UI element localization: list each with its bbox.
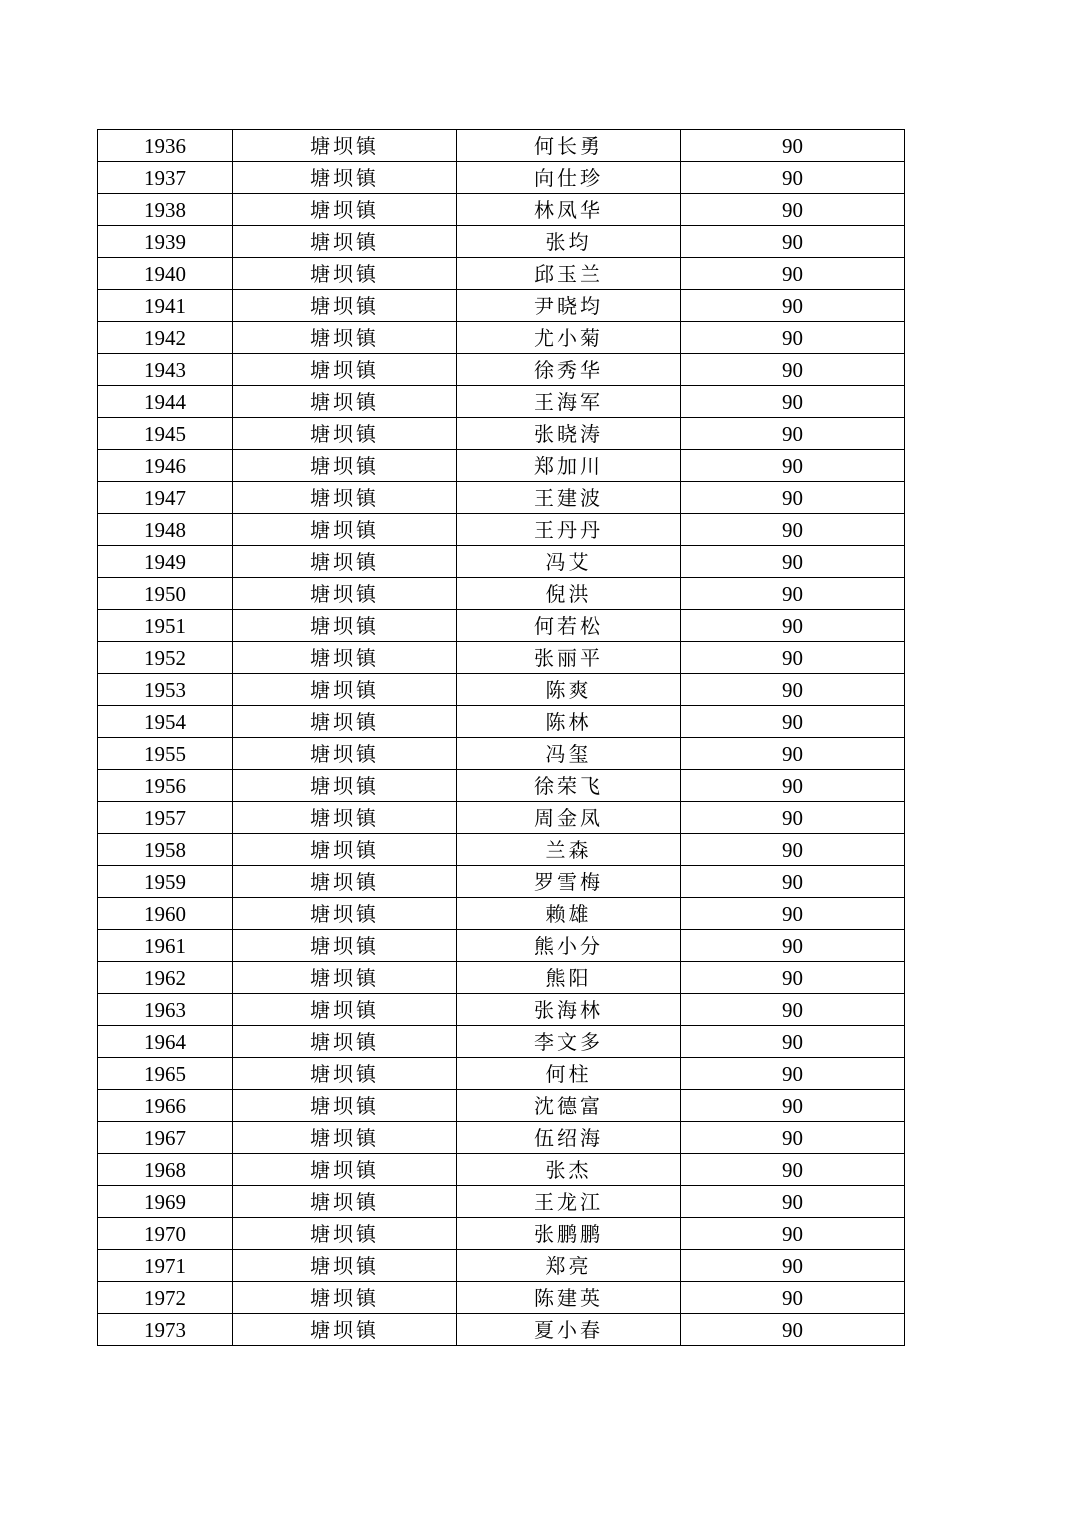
cell-amount: 90 (681, 770, 905, 802)
cell-amount: 90 (681, 610, 905, 642)
cell-town: 塘坝镇 (233, 1282, 457, 1314)
cell-id: 1957 (98, 802, 233, 834)
cell-name: 周金凤 (457, 802, 681, 834)
cell-town: 塘坝镇 (233, 1218, 457, 1250)
cell-id: 1967 (98, 1122, 233, 1154)
cell-amount: 90 (681, 994, 905, 1026)
table-row (98, 770, 905, 802)
cell-id: 1966 (98, 1090, 233, 1122)
table-row (98, 834, 905, 866)
cell-name: 王丹丹 (457, 514, 681, 546)
cell-name: 何柱 (457, 1058, 681, 1090)
cell-id: 1970 (98, 1218, 233, 1250)
cell-name: 沈德富 (457, 1090, 681, 1122)
cell-amount: 90 (681, 162, 905, 194)
cell-id: 1961 (98, 930, 233, 962)
cell-amount: 90 (681, 1154, 905, 1186)
cell-amount: 90 (681, 290, 905, 322)
cell-id: 1941 (98, 290, 233, 322)
cell-id: 1942 (98, 322, 233, 354)
table-row (98, 898, 905, 930)
cell-town: 塘坝镇 (233, 866, 457, 898)
cell-amount: 90 (681, 898, 905, 930)
cell-name: 陈林 (457, 706, 681, 738)
cell-id: 1959 (98, 866, 233, 898)
cell-town: 塘坝镇 (233, 546, 457, 578)
cell-amount: 90 (681, 1218, 905, 1250)
cell-id: 1937 (98, 162, 233, 194)
cell-town: 塘坝镇 (233, 1058, 457, 1090)
cell-amount: 90 (681, 418, 905, 450)
cell-id: 1940 (98, 258, 233, 290)
cell-id: 1944 (98, 386, 233, 418)
cell-amount: 90 (681, 1282, 905, 1314)
table-row (98, 258, 905, 290)
cell-amount: 90 (681, 1026, 905, 1058)
cell-name: 张杰 (457, 1154, 681, 1186)
cell-id: 1951 (98, 610, 233, 642)
cell-name: 兰森 (457, 834, 681, 866)
table-row (98, 930, 905, 962)
cell-amount: 90 (681, 578, 905, 610)
cell-name: 林凤华 (457, 194, 681, 226)
table-row (98, 866, 905, 898)
cell-town: 塘坝镇 (233, 834, 457, 866)
cell-amount: 90 (681, 674, 905, 706)
cell-amount: 90 (681, 450, 905, 482)
table-row (98, 1122, 905, 1154)
table-row (98, 194, 905, 226)
cell-name: 何若松 (457, 610, 681, 642)
cell-town: 塘坝镇 (233, 450, 457, 482)
table-row (98, 354, 905, 386)
table-row (98, 674, 905, 706)
cell-name: 罗雪梅 (457, 866, 681, 898)
cell-id: 1953 (98, 674, 233, 706)
cell-town: 塘坝镇 (233, 130, 457, 162)
cell-amount: 90 (681, 738, 905, 770)
cell-amount: 90 (681, 258, 905, 290)
cell-amount: 90 (681, 642, 905, 674)
table-row (98, 418, 905, 450)
cell-id: 1969 (98, 1186, 233, 1218)
cell-id: 1943 (98, 354, 233, 386)
cell-name: 熊小分 (457, 930, 681, 962)
cell-amount: 90 (681, 962, 905, 994)
cell-amount: 90 (681, 1314, 905, 1346)
cell-name: 郑加川 (457, 450, 681, 482)
cell-town: 塘坝镇 (233, 802, 457, 834)
cell-id: 1950 (98, 578, 233, 610)
table-row (98, 1218, 905, 1250)
cell-town: 塘坝镇 (233, 642, 457, 674)
cell-name: 郑亮 (457, 1250, 681, 1282)
cell-amount: 90 (681, 1058, 905, 1090)
table-row (98, 1186, 905, 1218)
cell-name: 尹晓均 (457, 290, 681, 322)
table-row (98, 482, 905, 514)
cell-id: 1949 (98, 546, 233, 578)
cell-amount: 90 (681, 130, 905, 162)
cell-amount: 90 (681, 322, 905, 354)
table-row (98, 290, 905, 322)
cell-amount: 90 (681, 706, 905, 738)
cell-name: 徐秀华 (457, 354, 681, 386)
cell-id: 1938 (98, 194, 233, 226)
cell-amount: 90 (681, 930, 905, 962)
table-row (98, 546, 905, 578)
table-row (98, 450, 905, 482)
cell-id: 1947 (98, 482, 233, 514)
cell-town: 塘坝镇 (233, 994, 457, 1026)
table-body (98, 130, 905, 1346)
cell-amount: 90 (681, 834, 905, 866)
table-row (98, 1282, 905, 1314)
cell-name: 向仕珍 (457, 162, 681, 194)
table-row (98, 1026, 905, 1058)
cell-id: 1936 (98, 130, 233, 162)
cell-amount: 90 (681, 1090, 905, 1122)
data-table (97, 129, 905, 1346)
cell-town: 塘坝镇 (233, 962, 457, 994)
cell-amount: 90 (681, 194, 905, 226)
table-row (98, 322, 905, 354)
cell-town: 塘坝镇 (233, 386, 457, 418)
table-row (98, 994, 905, 1026)
cell-name: 张晓涛 (457, 418, 681, 450)
cell-id: 1956 (98, 770, 233, 802)
cell-town: 塘坝镇 (233, 1250, 457, 1282)
table-row (98, 386, 905, 418)
cell-amount: 90 (681, 482, 905, 514)
cell-town: 塘坝镇 (233, 706, 457, 738)
cell-town: 塘坝镇 (233, 898, 457, 930)
table-row (98, 1090, 905, 1122)
cell-amount: 90 (681, 226, 905, 258)
cell-name: 夏小春 (457, 1314, 681, 1346)
cell-town: 塘坝镇 (233, 194, 457, 226)
cell-town: 塘坝镇 (233, 258, 457, 290)
cell-name: 张丽平 (457, 642, 681, 674)
cell-town: 塘坝镇 (233, 1090, 457, 1122)
cell-town: 塘坝镇 (233, 482, 457, 514)
table-row (98, 514, 905, 546)
cell-id: 1968 (98, 1154, 233, 1186)
cell-name: 冯艾 (457, 546, 681, 578)
table-row (98, 1250, 905, 1282)
table-row (98, 610, 905, 642)
cell-town: 塘坝镇 (233, 1026, 457, 1058)
cell-name: 王龙江 (457, 1186, 681, 1218)
cell-town: 塘坝镇 (233, 930, 457, 962)
cell-name: 王建波 (457, 482, 681, 514)
cell-name: 尤小菊 (457, 322, 681, 354)
cell-name: 徐荣飞 (457, 770, 681, 802)
cell-amount: 90 (681, 1186, 905, 1218)
table-row (98, 738, 905, 770)
cell-town: 塘坝镇 (233, 738, 457, 770)
cell-name: 王海军 (457, 386, 681, 418)
cell-name: 邱玉兰 (457, 258, 681, 290)
table-row (98, 802, 905, 834)
cell-town: 塘坝镇 (233, 578, 457, 610)
cell-name: 李文多 (457, 1026, 681, 1058)
cell-town: 塘坝镇 (233, 1314, 457, 1346)
table-row (98, 578, 905, 610)
cell-town: 塘坝镇 (233, 1122, 457, 1154)
table-row (98, 962, 905, 994)
cell-amount: 90 (681, 514, 905, 546)
cell-name: 陈建英 (457, 1282, 681, 1314)
cell-town: 塘坝镇 (233, 418, 457, 450)
cell-town: 塘坝镇 (233, 1186, 457, 1218)
cell-id: 1972 (98, 1282, 233, 1314)
cell-id: 1958 (98, 834, 233, 866)
cell-town: 塘坝镇 (233, 1154, 457, 1186)
cell-amount: 90 (681, 802, 905, 834)
table-row (98, 706, 905, 738)
cell-id: 1946 (98, 450, 233, 482)
cell-id: 1939 (98, 226, 233, 258)
cell-town: 塘坝镇 (233, 290, 457, 322)
cell-town: 塘坝镇 (233, 322, 457, 354)
cell-name: 倪洪 (457, 578, 681, 610)
table-row (98, 1058, 905, 1090)
cell-town: 塘坝镇 (233, 162, 457, 194)
table-row (98, 1314, 905, 1346)
cell-amount: 90 (681, 1122, 905, 1154)
cell-id: 1965 (98, 1058, 233, 1090)
cell-town: 塘坝镇 (233, 610, 457, 642)
cell-amount: 90 (681, 866, 905, 898)
cell-id: 1955 (98, 738, 233, 770)
cell-name: 陈爽 (457, 674, 681, 706)
table-row (98, 130, 905, 162)
cell-id: 1971 (98, 1250, 233, 1282)
cell-id: 1963 (98, 994, 233, 1026)
cell-town: 塘坝镇 (233, 770, 457, 802)
cell-name: 张海林 (457, 994, 681, 1026)
cell-id: 1964 (98, 1026, 233, 1058)
cell-name: 张鹏鹏 (457, 1218, 681, 1250)
cell-town: 塘坝镇 (233, 354, 457, 386)
cell-town: 塘坝镇 (233, 226, 457, 258)
cell-town: 塘坝镇 (233, 674, 457, 706)
cell-name: 赖雄 (457, 898, 681, 930)
cell-name: 张均 (457, 226, 681, 258)
table-row (98, 642, 905, 674)
cell-amount: 90 (681, 546, 905, 578)
table-row (98, 226, 905, 258)
cell-amount: 90 (681, 386, 905, 418)
table-row (98, 1154, 905, 1186)
cell-town: 塘坝镇 (233, 514, 457, 546)
cell-amount: 90 (681, 354, 905, 386)
table-row (98, 162, 905, 194)
cell-name: 何长勇 (457, 130, 681, 162)
cell-id: 1962 (98, 962, 233, 994)
cell-name: 熊阳 (457, 962, 681, 994)
cell-id: 1945 (98, 418, 233, 450)
cell-name: 冯玺 (457, 738, 681, 770)
cell-id: 1952 (98, 642, 233, 674)
cell-name: 伍绍海 (457, 1122, 681, 1154)
cell-id: 1960 (98, 898, 233, 930)
cell-id: 1948 (98, 514, 233, 546)
cell-id: 1973 (98, 1314, 233, 1346)
cell-id: 1954 (98, 706, 233, 738)
cell-amount: 90 (681, 1250, 905, 1282)
